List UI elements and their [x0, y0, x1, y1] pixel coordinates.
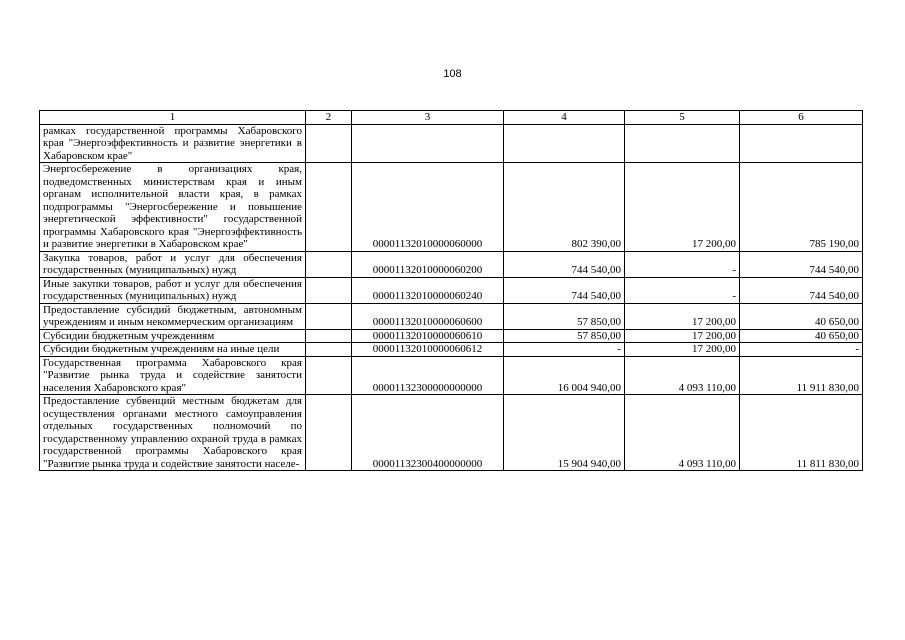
- header-col-3: 3: [352, 111, 504, 125]
- row-value-4: 57 850,00: [504, 303, 625, 329]
- row-value-6: 744 540,00: [740, 277, 863, 303]
- row-name: Предоставление субвенций местным бюджетам для осуществления органами местного самоуправления отдельных государственных полномочий по государственному управлению охраной труда в рамках государственной программы Хабаровского края "Развитие рынка труда и содействие занятости населе-: [40, 395, 306, 471]
- row-col2: [306, 356, 352, 395]
- header-col-5: 5: [625, 111, 740, 125]
- table-row: [40, 329, 863, 343]
- header-col-1: 1: [40, 111, 306, 125]
- row-col2: [306, 395, 352, 471]
- page-number: 108: [443, 68, 462, 80]
- row-col2: [306, 303, 352, 329]
- row-value-6: 40 650,00: [740, 329, 863, 343]
- row-col2: [306, 277, 352, 303]
- row-value-5: 17 200,00: [625, 343, 740, 357]
- row-value-4: [504, 124, 625, 163]
- table-row: [40, 163, 863, 252]
- row-code: 00001132300000000000: [352, 356, 504, 395]
- header-col-2: 2: [306, 111, 352, 125]
- row-code: 00001132010000060240: [352, 277, 504, 303]
- row-code: [352, 124, 504, 163]
- row-col2: [306, 163, 352, 252]
- row-name: Предоставление субсидий бюджетным, автономным учреждениям и иным некоммерческим организациям: [40, 303, 306, 329]
- table-row: [40, 124, 863, 163]
- row-name: Энергосбережение в организациях края, подведомственных министерствам края и иным органам исполнительной власти края, в рамках подпрограммы "Энергосбережение и повышение энергетической эффективности" государственной программы Хабаровского края "Энергоэффективность и развитие энергетики в Хабаровском крае": [40, 163, 306, 252]
- header-col-6: 6: [740, 111, 863, 125]
- row-code: 00001132010000060600: [352, 303, 504, 329]
- row-col2: [306, 343, 352, 357]
- table-row: [40, 277, 863, 303]
- table-row: [40, 251, 863, 277]
- table-row: [40, 356, 863, 395]
- row-name: Субсидии бюджетным учреждениям на иные цели: [40, 343, 306, 357]
- row-value-4: 16 004 940,00: [504, 356, 625, 395]
- row-value-5: 4 093 110,00: [625, 356, 740, 395]
- header-row: [40, 111, 863, 125]
- budget-table: [39, 110, 863, 471]
- row-value-5: -: [625, 251, 740, 277]
- row-name: рамках государственной программы Хабаровского края "Энергоэффективность и развитие энергетики в Хабаровском крае": [40, 124, 306, 163]
- row-col2: [306, 251, 352, 277]
- row-value-5: 17 200,00: [625, 329, 740, 343]
- row-value-4: -: [504, 343, 625, 357]
- row-value-5: -: [625, 277, 740, 303]
- row-value-4: 802 390,00: [504, 163, 625, 252]
- row-code: 00001132010000060200: [352, 251, 504, 277]
- row-code: 00001132010000060000: [352, 163, 504, 252]
- row-name: Закупка товаров, работ и услуг для обеспечения государственных (муниципальных) нужд: [40, 251, 306, 277]
- row-value-6: [740, 124, 863, 163]
- row-col2: [306, 329, 352, 343]
- row-value-6: 40 650,00: [740, 303, 863, 329]
- row-col2: [306, 124, 352, 163]
- row-name: Государственная программа Хабаровского края "Развитие рынка труда и содействие занятости населения Хабаровского края": [40, 356, 306, 395]
- row-code: 00001132010000060610: [352, 329, 504, 343]
- row-name: Субсидии бюджетным учреждениям: [40, 329, 306, 343]
- row-value-4: 744 540,00: [504, 251, 625, 277]
- table-row: [40, 303, 863, 329]
- row-code: 00001132300400000000: [352, 395, 504, 471]
- row-code: 00001132010000060612: [352, 343, 504, 357]
- row-value-5: 4 093 110,00: [625, 395, 740, 471]
- row-value-6: 744 540,00: [740, 251, 863, 277]
- row-value-4: 57 850,00: [504, 329, 625, 343]
- row-value-5: 17 200,00: [625, 163, 740, 252]
- row-value-6: 785 190,00: [740, 163, 863, 252]
- header-col-4: 4: [504, 111, 625, 125]
- row-name: Иные закупки товаров, работ и услуг для обеспечения государственных (муниципальных) нужд: [40, 277, 306, 303]
- row-value-5: [625, 124, 740, 163]
- row-value-5: 17 200,00: [625, 303, 740, 329]
- row-value-6: 11 811 830,00: [740, 395, 863, 471]
- row-value-6: 11 911 830,00: [740, 356, 863, 395]
- table-row: [40, 395, 863, 471]
- row-value-4: 744 540,00: [504, 277, 625, 303]
- row-value-4: 15 904 940,00: [504, 395, 625, 471]
- row-value-6: -: [740, 343, 863, 357]
- table-row: [40, 343, 863, 357]
